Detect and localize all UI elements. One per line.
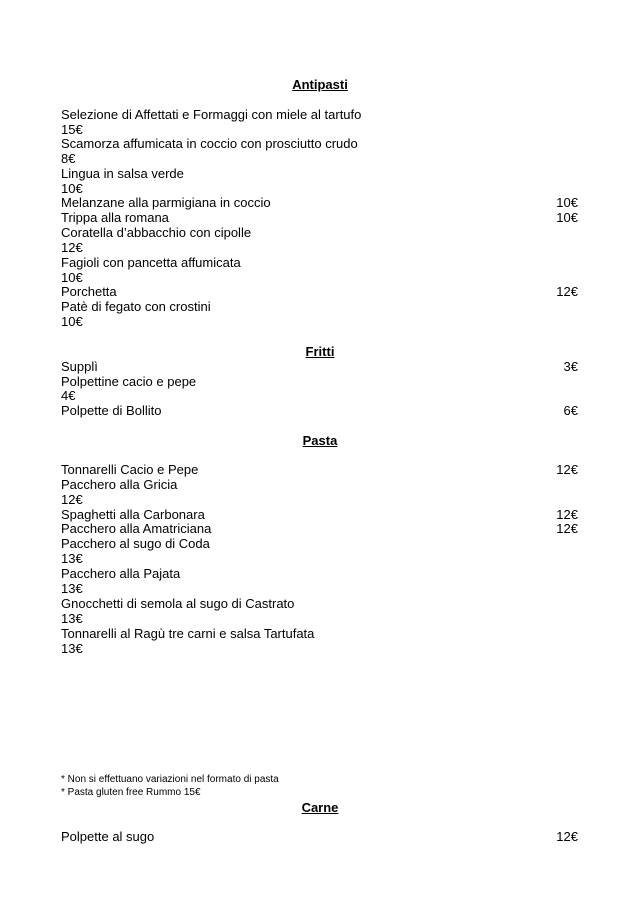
menu-item [61,507,578,522]
menu-item [61,374,578,389]
item-price: 12€ [61,240,83,255]
pasta-note: * Pasta gluten free Rummo 15€ [61,787,201,798]
menu-item [61,136,578,151]
item-name: Pacchero al sugo di Coda [61,536,210,551]
item-name: Supplì [61,359,98,374]
antipasti-heading: Antipasti [292,77,348,92]
item-name: Selezione di Affettati e Formaggi con miele al tartufo [61,107,362,122]
item-price: 12€ [556,284,578,299]
menu-item [61,359,578,374]
item-price: 12€ [556,521,578,536]
menu-item [61,626,578,641]
item-name: Lingua in salsa verde [61,166,184,181]
pasta-heading: Pasta [302,433,338,448]
menu-item [61,477,578,492]
fritti-heading: Fritti [305,344,335,359]
carne-heading: Carne [301,800,339,815]
menu-item [61,107,578,122]
item-name: Pacchero alla Pajata [61,566,181,581]
menu-item [61,225,578,240]
item-name: Pacchero alla Gricia [61,477,178,492]
item-name: Tonnarelli Cacio e Pepe [61,462,199,477]
pasta-note: * Non si effettuano variazioni nel formato di pasta [61,774,279,785]
menu-item [61,195,578,210]
item-name: Tonnarelli al Ragù tre carni e salsa Tartufata [61,626,315,641]
item-price: 13€ [61,641,83,656]
item-price: 10€ [61,181,83,196]
item-price: 12€ [556,829,578,844]
menu-item [61,536,578,551]
item-price: 10€ [556,210,578,225]
item-price: 8€ [61,151,76,166]
item-name: Polpettine cacio e pepe [61,374,197,389]
item-price: 10€ [61,270,83,285]
item-name: Trippa alla romana [61,210,169,225]
item-price: 10€ [556,195,578,210]
menu-item [61,521,578,536]
item-price: 13€ [61,611,83,626]
menu-item [61,255,578,270]
item-name: Polpette di Bollito [61,403,162,418]
menu-item [61,462,578,477]
item-price: 12€ [556,507,578,522]
item-name: Polpette al sugo [61,829,155,844]
item-price: 6€ [563,403,578,418]
menu-item [61,829,578,844]
menu-item [61,299,578,314]
item-price: 12€ [61,492,83,507]
menu-item [61,403,578,418]
menu-item [61,284,578,299]
item-price: 15€ [61,122,83,137]
menu-item [61,210,578,225]
item-price: 13€ [61,581,83,596]
item-name: Melanzane alla parmigiana in coccio [61,195,271,210]
item-name: Porchetta [61,284,117,299]
item-name: Spaghetti alla Carbonara [61,507,205,522]
item-name: Pacchero alla Amatriciana [61,521,212,536]
item-price: 10€ [61,314,83,329]
item-price: 3€ [563,359,578,374]
menu-item [61,566,578,581]
item-name: Fagioli con pancetta affumicata [61,255,241,270]
item-price: 4€ [61,388,76,403]
menu-item [61,166,578,181]
menu-item [61,596,578,611]
item-name: Patè di fegato con crostini [61,299,211,314]
item-name: Gnocchetti di semola al sugo di Castrato [61,596,295,611]
item-price: 12€ [556,462,578,477]
item-name: Scamorza affumicata in coccio con prosciutto crudo [61,136,358,151]
item-name: Coratella d’abbacchio con cipolle [61,225,252,240]
item-price: 13€ [61,551,83,566]
